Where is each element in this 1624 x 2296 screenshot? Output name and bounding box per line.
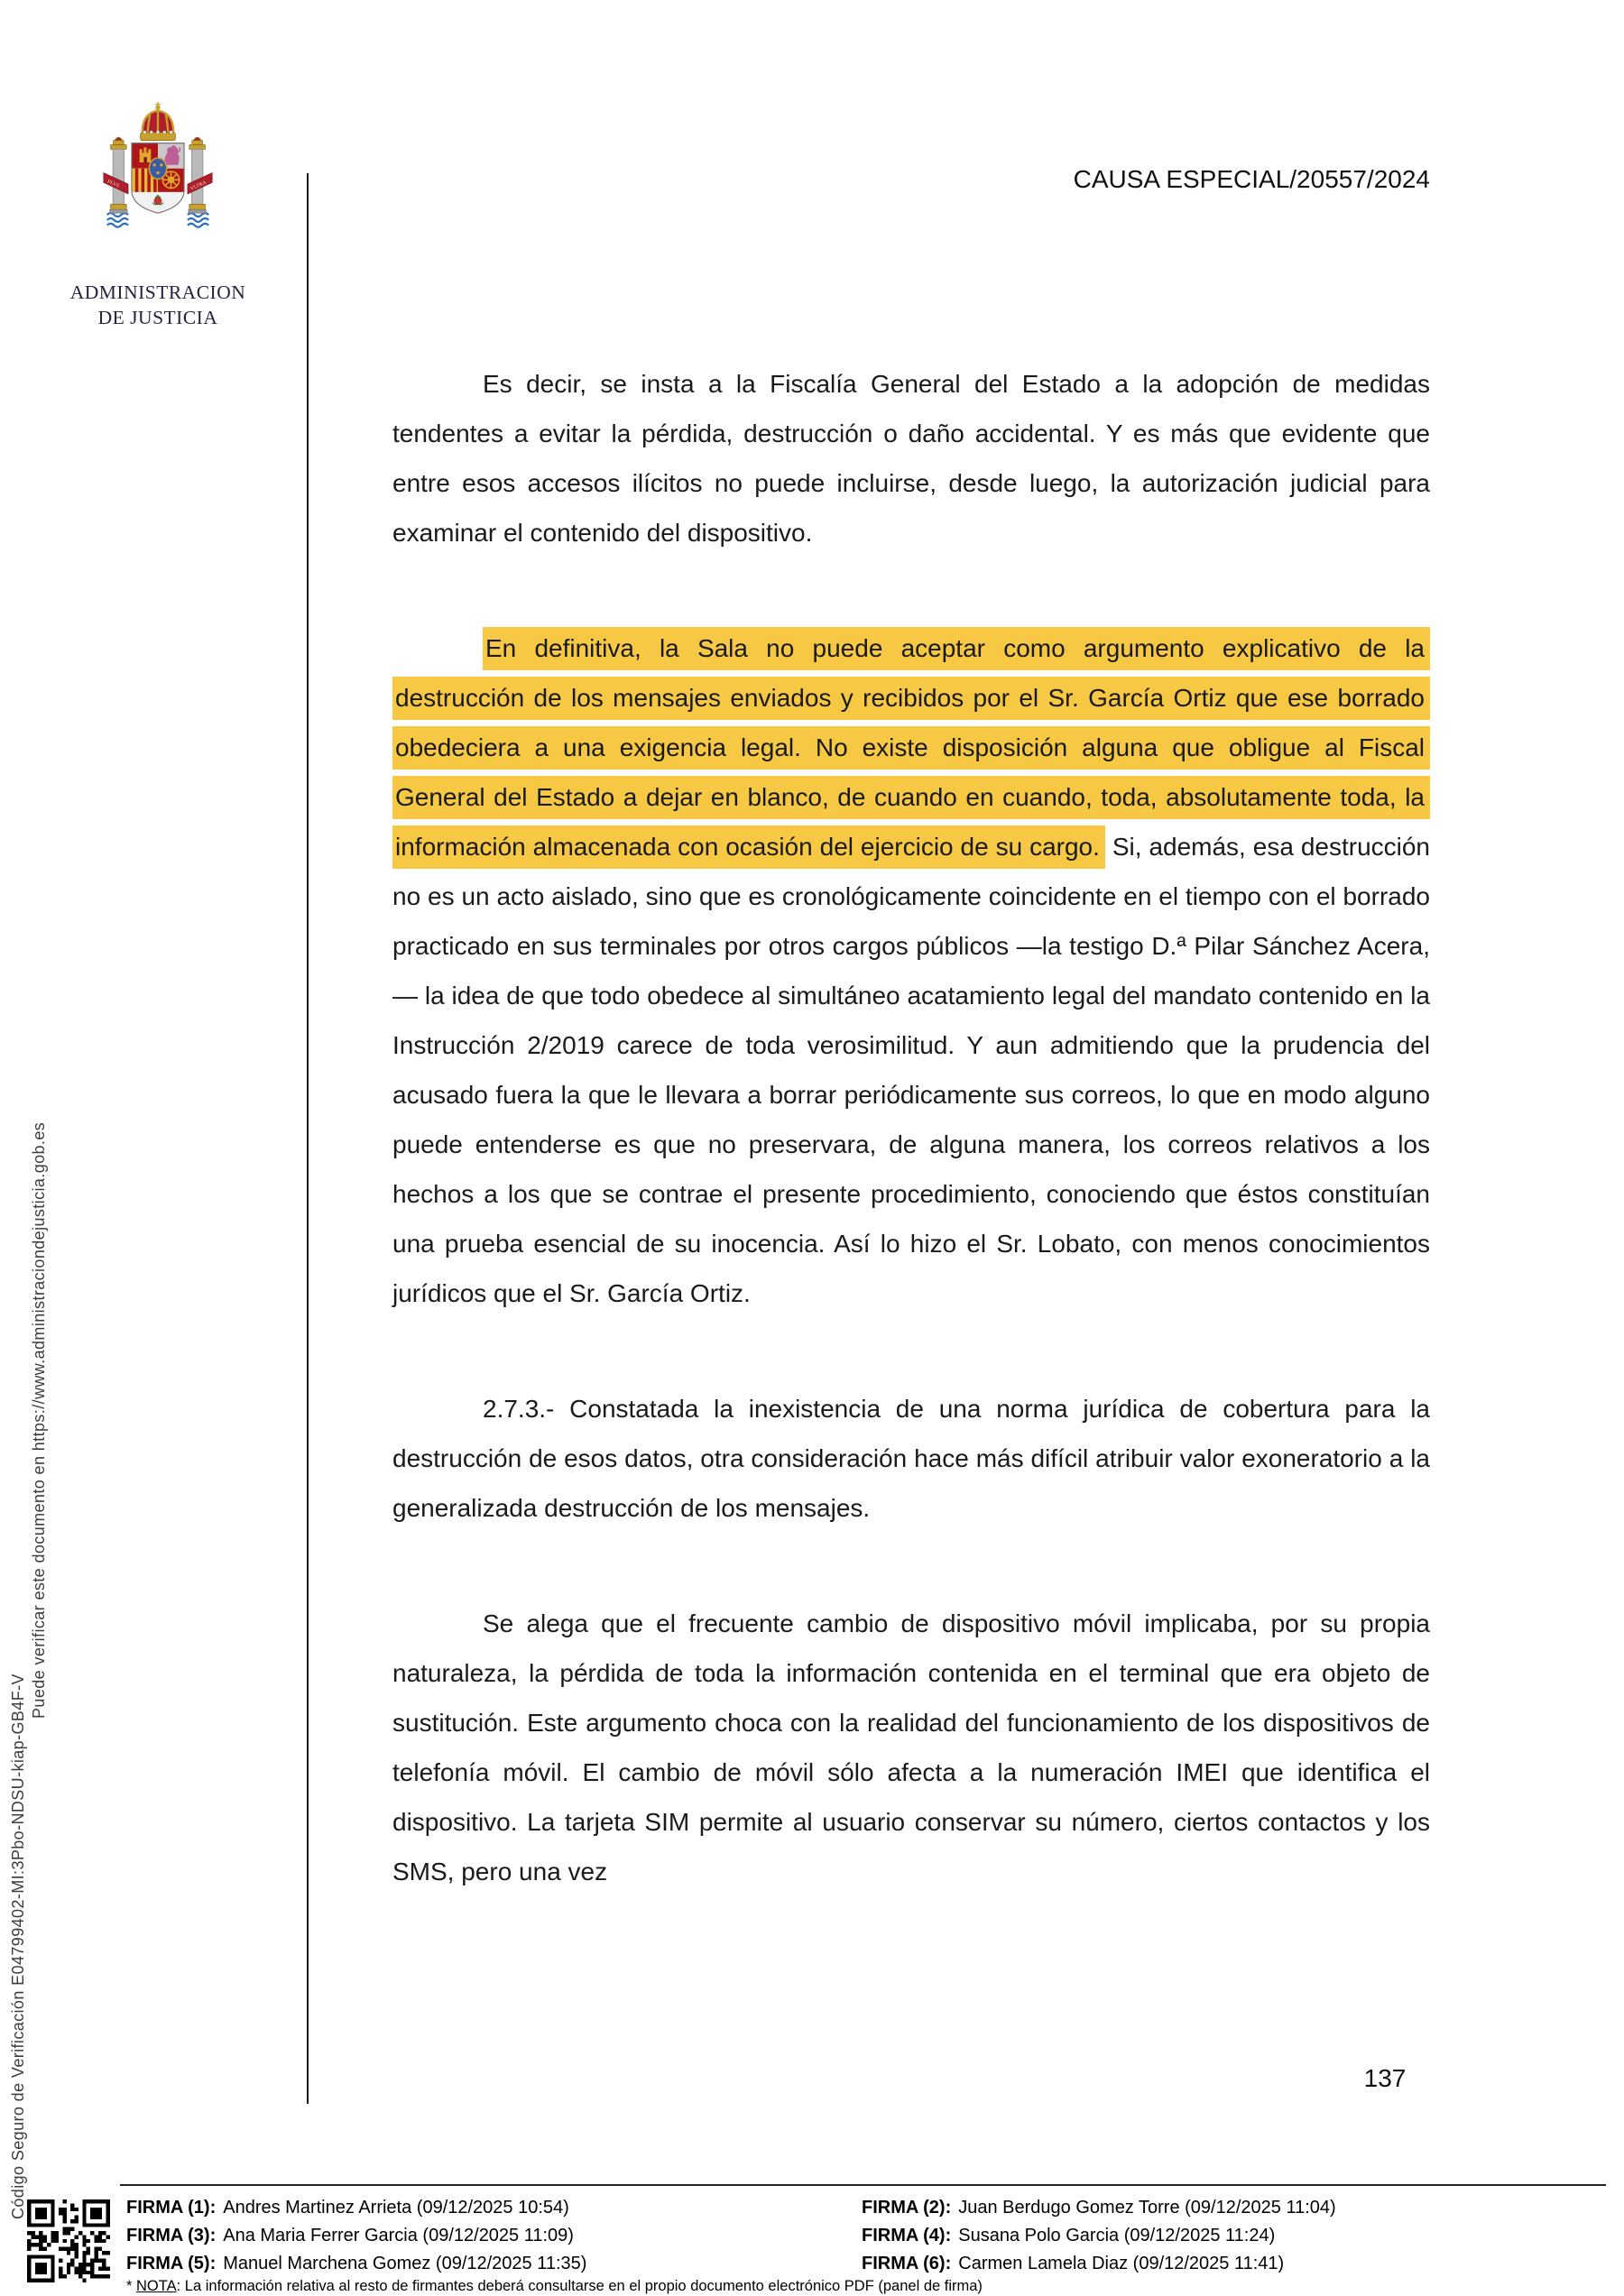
signature-label: FIRMA (5): — [126, 2254, 217, 2273]
signature-row-6 — [862, 2250, 1336, 2278]
highlighted-passage: En definitiva, la Sala no puede aceptar como argumento explicativo de la destrucción de los mensajes enviados y recibidos por el Sr. García Ortiz que ese borrado obedeciera a una exigencia legal. No existe disposición alguna que obligue al Fiscal General del Estado a dejar en blanco, de cuando en cuando, toda, absolutamente toda, la información almacenada con ocasión del ejercicio de su cargo. — [392, 627, 1430, 869]
body-paragraph-4: Se alega que el frecuente cambio de dispositivo móvil implicaba, por su propia naturaleza, la pérdida de toda la información contenida en el terminal que era objeto de sustitución. Este argumento choca con la realidad del funcionamiento de los dispositivos de telefonía móvil. El cambio de móvil sólo afecta a la numeración IMEI que identifica el dispositivo. La tarjeta SIM permite al usuario conservar su número, ciertos contactos y los SMS, pero una vez — [392, 1609, 1430, 1886]
signature-value: Manuel Marchena Gomez (09/12/2025 11:35) — [223, 2254, 587, 2273]
signature-row-4 — [862, 2222, 1336, 2250]
svg-text:PLVS: PLVS — [106, 179, 120, 189]
note-text: : La información relativa al resto de firmantes deberá consultarse en el propio documento electrónico PDF (panel de firma) — [176, 2278, 983, 2294]
case-number: CAUSA ESPECIAL/20557/2024 — [1073, 165, 1430, 193]
signature-value: Susana Polo Garcia (09/12/2025 11:24) — [958, 2226, 1276, 2245]
signature-label: FIRMA (1): — [126, 2198, 217, 2218]
signature-column-left — [126, 2194, 586, 2278]
qr-code — [27, 2190, 110, 2291]
right-pillar — [189, 137, 206, 213]
shield — [132, 143, 184, 216]
note-label: NOTA — [136, 2278, 177, 2294]
page-number: 137 — [1363, 2064, 1407, 2092]
signature-label: FIRMA (3): — [126, 2226, 217, 2245]
note-prefix: * — [126, 2278, 137, 2294]
svg-text:VLTRA: VLTRA — [189, 180, 208, 192]
signature-value: Carmen Lamela Diaz (09/12/2025 11:41) — [958, 2254, 1285, 2273]
org-name-line-2: DE JUSTICIA — [97, 307, 218, 328]
signature-row-1 — [126, 2194, 586, 2222]
signature-label: FIRMA (6): — [862, 2254, 952, 2273]
signature-value: Ana Maria Ferrer Garcia (09/12/2025 11:09) — [223, 2226, 574, 2245]
signature-row-5 — [126, 2250, 586, 2278]
footer-divider — [120, 2184, 1606, 2186]
signature-column-right — [862, 2194, 1336, 2278]
signature-row-3 — [126, 2222, 586, 2250]
body-paragraph-3: 2.7.3.- Constatada la inexistencia de una norma jurídica de cobertura para la destrucción de esos datos, otra consideración hace más difícil atribuir valor exoneratorio a la generalizada destrucción de los mensajes. — [392, 1395, 1430, 1522]
signature-value: Juan Berdugo Gomez Torre (09/12/2025 11:04) — [958, 2198, 1336, 2218]
body-paragraph-1: Es decir, se insta a la Fiscalía General del Estado a la adopción de medidas tendentes a evitar la pérdida, destrucción o daño accidental. Y es más que evidente que entre esos accesos ilícitos no puede incluirse, desde luego, la autorización judicial para examinar el contenido del dispositivo. — [392, 370, 1430, 547]
signature-row-2 — [862, 2194, 1336, 2222]
left-pillar — [110, 137, 127, 213]
body-paragraph-2 — [392, 623, 1430, 1318]
verification-url-vertical-text: Puede verificar este documento en https://www.administraciondejusticia.gob.es — [30, 1121, 48, 1719]
justice-administration-logo — [54, 99, 262, 330]
signature-label: FIRMA (2): — [862, 2198, 952, 2218]
document-body — [392, 359, 1430, 1962]
paragraph-2-continuation: Si, además, esa destrucción no es un acto aislado, sino que es cronológicamente coincidente en el tiempo con el borrado practicado en sus terminales por otros cargos públicos —la testigo D.ª Pilar Sánchez Acera, — la idea de que todo obedece al simultáneo acatamiento legal del mandato contenido en la Instrucción 2/2019 carece de toda verosimilitud. Y aun admitiendo que la prudencia del acusado fuera la que le llevara a borrar periódicamente sus correos, lo que en modo alguno puede entenderse es que no preservara, de alguna manera, los correos relativos a los hechos a los que se contrae el presente procedimiento, conociendo que éstos constituían una prueba esencial de su inocencia. Así lo hizo el Sr. Lobato, con menos conocimientos jurídicos que el Sr. García Ortiz. — [392, 833, 1431, 1307]
verification-code-vertical-text: Código Seguro de Verificación E04799402-MI:3Pbo-NDSU-kiap-GB4F-V — [9, 1674, 27, 2219]
footer-note — [126, 2278, 983, 2295]
signature-label: FIRMA (4): — [862, 2226, 952, 2245]
spain-coat-of-arms-icon — [100, 99, 216, 280]
royal-crown — [141, 102, 176, 141]
signature-value: Andres Martinez Arrieta (09/12/2025 10:54) — [223, 2198, 569, 2218]
vertical-divider — [307, 173, 309, 2104]
org-name-line-1: ADMINISTRACION — [69, 281, 246, 303]
